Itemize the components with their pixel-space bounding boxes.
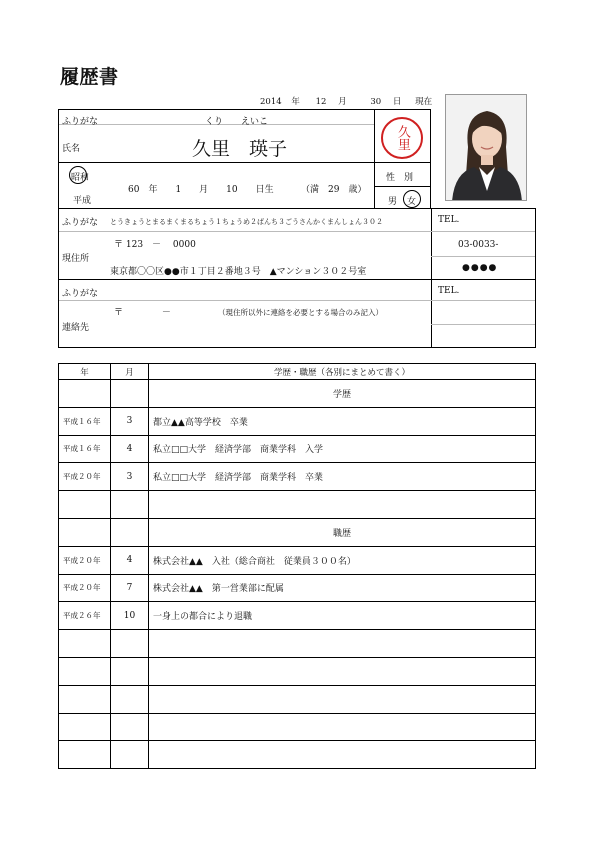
- id-photo: [445, 94, 527, 201]
- address-tel-2: ●●●●: [462, 263, 498, 273]
- history-month-cell: [111, 630, 149, 658]
- contact-postal: 〒 －: [114, 308, 171, 318]
- address-label: 現住所: [62, 254, 90, 264]
- address-section: [58, 208, 536, 348]
- history-year-cell: 平成２０年: [59, 463, 111, 491]
- name-furigana-value: くり えいこ: [205, 117, 269, 127]
- history-year-cell: [59, 491, 111, 519]
- contact-tel-label: TEL.: [438, 286, 460, 296]
- contact-furigana-label: ふりがな: [62, 289, 99, 299]
- date-line: [260, 95, 432, 107]
- history-year-cell: 平成２０年: [59, 574, 111, 602]
- name-label: 氏名: [62, 144, 81, 154]
- history-year-cell: [59, 380, 111, 408]
- history-year-cell: 平成１６年: [59, 407, 111, 435]
- date-suffix: 現在: [415, 97, 433, 107]
- history-year-cell: [59, 741, 111, 769]
- history-month-cell: 10: [111, 602, 149, 630]
- history-description-cell: [149, 713, 536, 741]
- table-row: [59, 602, 536, 630]
- table-row: [59, 546, 536, 574]
- address-furigana-label: ふりがな: [62, 218, 99, 228]
- era-showa: 昭和: [71, 173, 90, 183]
- table-row: [59, 491, 536, 519]
- date-day: 30: [370, 97, 382, 107]
- date-year-unit: 年: [291, 97, 300, 107]
- name-value: 久里 瑛子: [192, 138, 288, 160]
- table-row: [59, 713, 536, 741]
- contact-note: （現住所以外に連絡を必要とする場合のみ記入）: [218, 308, 383, 317]
- history-year-cell: [59, 685, 111, 713]
- history-header-row: [59, 364, 536, 380]
- history-description-cell: 私立□□大学 経済学部 商業学科 入学: [149, 435, 536, 463]
- history-header-year: 年: [59, 364, 111, 380]
- table-row: [59, 435, 536, 463]
- document-title: 履歴書: [60, 66, 119, 88]
- table-row: [59, 380, 536, 408]
- history-month-cell: 4: [111, 546, 149, 574]
- table-row: [59, 518, 536, 546]
- history-month-cell: 4: [111, 435, 149, 463]
- table-row: [59, 685, 536, 713]
- history-month-cell: [111, 491, 149, 519]
- history-description-cell: 職歴: [149, 518, 536, 546]
- table-row: [59, 574, 536, 602]
- history-year-cell: [59, 518, 111, 546]
- history-description-cell: [149, 685, 536, 713]
- table-row: [59, 407, 536, 435]
- table-row: [59, 741, 536, 769]
- history-description-cell: [149, 630, 536, 658]
- table-row: [59, 630, 536, 658]
- history-description-cell: 株式会社▲▲ 第一営業部に配属: [149, 574, 536, 602]
- history-year-cell: [59, 713, 111, 741]
- address-tel-1: 03-0033-: [458, 240, 499, 250]
- contact-label: 連絡先: [62, 323, 90, 333]
- birth-date: 60 年 1 月 10 日生: [128, 185, 274, 195]
- history-description-cell: [149, 491, 536, 519]
- name-furigana-label: ふりがな: [62, 117, 99, 127]
- history-month-cell: [111, 380, 149, 408]
- history-description-cell: 一身上の都合により退職: [149, 602, 536, 630]
- history-month-cell: [111, 685, 149, 713]
- history-month-cell: 3: [111, 463, 149, 491]
- address-value: 東京都〇〇区●●市１丁目２番地３号 ▲マンション３０２号室: [110, 267, 367, 277]
- history-table: [58, 363, 536, 769]
- history-year-cell: 平成２６年: [59, 602, 111, 630]
- history-month-cell: 3: [111, 407, 149, 435]
- table-row: [59, 657, 536, 685]
- history-description-cell: [149, 657, 536, 685]
- history-header-month: 月: [111, 364, 149, 380]
- history-month-cell: 7: [111, 574, 149, 602]
- date-day-unit: 日: [392, 97, 402, 107]
- gender-male: 男: [388, 197, 398, 207]
- age: （満 29 歳）: [301, 185, 367, 195]
- history-month-cell: [111, 657, 149, 685]
- address-postal: 〒 123 － 0000: [114, 240, 196, 250]
- seal-stamp: [381, 117, 423, 159]
- history-description-cell: 株式会社▲▲ 入社（総合商社 従業員３００名）: [149, 546, 536, 574]
- seal-text: 久里: [394, 125, 410, 151]
- history-description-cell: 学歴: [149, 380, 536, 408]
- history-month-cell: [111, 713, 149, 741]
- gender-female: 女: [407, 197, 417, 207]
- history-year-cell: 平成１６年: [59, 435, 111, 463]
- era-heisei: 平成: [73, 196, 92, 206]
- gender-label: 性 別: [386, 173, 414, 183]
- table-row: [59, 463, 536, 491]
- history-description-cell: 私立□□大学 経済学部 商業学科 卒業: [149, 463, 536, 491]
- date-month: 12: [315, 97, 327, 107]
- portrait-image: [446, 95, 527, 201]
- date-year: 2014: [260, 97, 282, 107]
- history-description-cell: 都立▲▲高等学校 卒業: [149, 407, 536, 435]
- history-header-description: 学歴・職歴（各別にまとめて書く）: [149, 364, 536, 380]
- history-year-cell: 平成２０年: [59, 546, 111, 574]
- address-tel-label: TEL.: [438, 215, 460, 225]
- history-year-cell: [59, 657, 111, 685]
- history-month-cell: [111, 741, 149, 769]
- address-furigana-value: とうきょうとまるまくまるちょう１ちょうめ２ばんち３ごうさんかくまんしょん３０２: [110, 218, 383, 226]
- history-month-cell: [111, 518, 149, 546]
- history-year-cell: [59, 630, 111, 658]
- history-description-cell: [149, 741, 536, 769]
- date-month-unit: 月: [338, 97, 347, 107]
